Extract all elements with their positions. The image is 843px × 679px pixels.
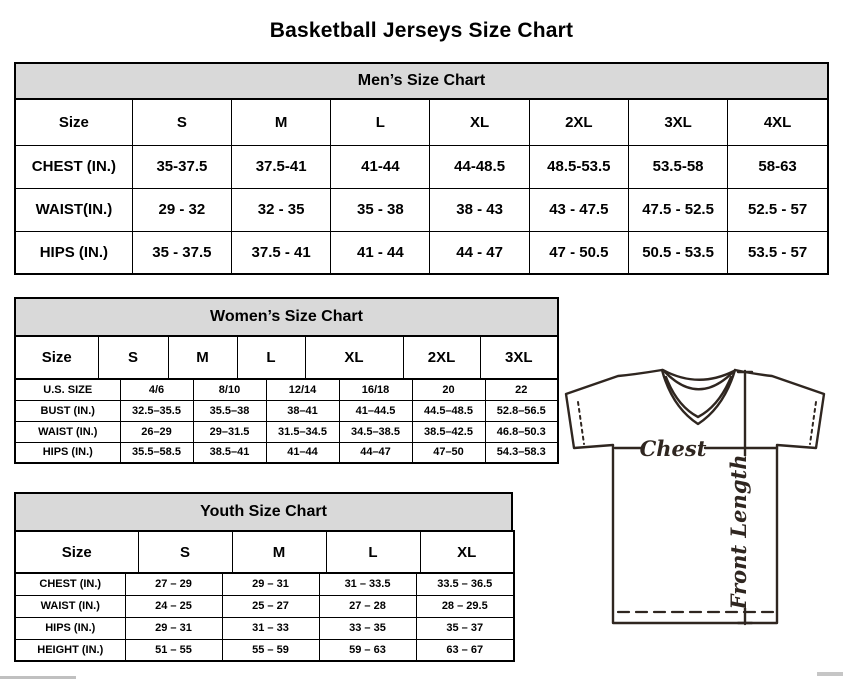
column-header: M <box>168 336 237 379</box>
jersey-diagram <box>558 362 836 636</box>
table-row <box>15 421 558 442</box>
size-cell: 16/18 <box>339 379 412 400</box>
size-cell: 38–41 <box>266 400 339 421</box>
table-row <box>15 145 828 188</box>
size-cell: 8/10 <box>193 379 266 400</box>
column-header: 3XL <box>480 336 558 379</box>
horizontal-scrollbar-fragment-right[interactable] <box>817 672 843 676</box>
column-header: Size <box>15 531 138 573</box>
size-cell: 44 - 47 <box>430 231 529 274</box>
size-cell: 29 – 31 <box>125 617 222 639</box>
size-cell: 37.5-41 <box>232 145 331 188</box>
size-cell: 32 - 35 <box>232 188 331 231</box>
size-cell: 63 – 67 <box>416 639 514 661</box>
column-header: XL <box>305 336 403 379</box>
row-label: CHEST (IN.) <box>15 145 132 188</box>
youth-table-title: Youth Size Chart <box>14 492 513 532</box>
size-cell: 35.5–58.5 <box>120 442 193 463</box>
row-label: HEIGHT (IN.) <box>15 639 125 661</box>
size-cell: 25 – 27 <box>222 595 319 617</box>
size-cell: 41–44 <box>266 442 339 463</box>
column-header: 4XL <box>728 99 828 145</box>
size-cell: 47 - 50.5 <box>529 231 628 274</box>
size-cell: 31.5–34.5 <box>266 421 339 442</box>
size-cell: 27 – 29 <box>125 573 222 595</box>
size-cell: 52.8–56.5 <box>485 400 558 421</box>
size-cell: 4/6 <box>120 379 193 400</box>
size-cell: 44–47 <box>339 442 412 463</box>
table-row <box>15 400 558 421</box>
size-cell: 31 – 33 <box>222 617 319 639</box>
column-header: L <box>237 336 305 379</box>
size-cell: 33 – 35 <box>319 617 416 639</box>
row-label: CHEST (IN.) <box>15 573 125 595</box>
column-header: Size <box>15 336 98 379</box>
size-cell: 53.5-58 <box>628 145 727 188</box>
chest-label: Chest <box>639 436 707 461</box>
column-header-row <box>15 99 828 145</box>
size-cell: 48.5-53.5 <box>529 145 628 188</box>
table-row <box>15 188 828 231</box>
table-row <box>15 231 828 274</box>
table-row <box>15 379 558 400</box>
table-row <box>15 639 514 661</box>
size-cell: 43 - 47.5 <box>529 188 628 231</box>
youth-size-chart <box>14 492 513 662</box>
size-cell: 26–29 <box>120 421 193 442</box>
size-cell: 34.5–38.5 <box>339 421 412 442</box>
mens-table-title: Men’s Size Chart <box>14 62 829 100</box>
size-cell: 20 <box>412 379 485 400</box>
column-header: XL <box>430 99 529 145</box>
womens-table-body <box>14 378 559 464</box>
size-cell: 44-48.5 <box>430 145 529 188</box>
jersey-outline <box>566 370 824 623</box>
size-cell: 38 - 43 <box>430 188 529 231</box>
size-cell: 54.3–58.3 <box>485 442 558 463</box>
size-cell: 29–31.5 <box>193 421 266 442</box>
youth-table-header <box>14 530 515 574</box>
size-cell: 38.5–41 <box>193 442 266 463</box>
size-cell: 35-37.5 <box>132 145 231 188</box>
column-header: L <box>331 99 430 145</box>
table-row <box>15 617 514 639</box>
size-cell: 58-63 <box>728 145 828 188</box>
row-label: BUST (IN.) <box>15 400 120 421</box>
size-cell: 32.5–35.5 <box>120 400 193 421</box>
column-header: S <box>138 531 232 573</box>
size-cell: 35 - 38 <box>331 188 430 231</box>
size-cell: 29 – 31 <box>222 573 319 595</box>
row-label: WAIST (IN.) <box>15 595 125 617</box>
column-header: XL <box>420 531 514 573</box>
sleeve-seam-right <box>810 402 816 444</box>
row-label: WAIST(IN.) <box>15 188 132 231</box>
size-cell: 41-44 <box>331 145 430 188</box>
womens-table-header <box>14 335 559 380</box>
size-cell: 33.5 – 36.5 <box>416 573 514 595</box>
mens-size-chart <box>14 62 829 275</box>
page-title: Basketball Jerseys Size Chart <box>269 19 574 43</box>
size-cell: 52.5 - 57 <box>728 188 828 231</box>
size-cell: 28 – 29.5 <box>416 595 514 617</box>
row-label: HIPS (IN.) <box>15 617 125 639</box>
table-row <box>15 595 514 617</box>
column-header: S <box>132 99 231 145</box>
row-label: HIPS (IN.) <box>15 442 120 463</box>
size-cell: 47.5 - 52.5 <box>628 188 727 231</box>
column-header: 2XL <box>529 99 628 145</box>
size-cell: 51 – 55 <box>125 639 222 661</box>
size-cell: 59 – 63 <box>319 639 416 661</box>
column-header-row <box>15 336 558 379</box>
womens-table-title: Women’s Size Chart <box>14 297 559 337</box>
size-cell: 35 - 37.5 <box>132 231 231 274</box>
table-row <box>15 573 514 595</box>
size-cell: 44.5–48.5 <box>412 400 485 421</box>
column-header: Size <box>15 99 132 145</box>
size-cell: 47–50 <box>412 442 485 463</box>
youth-table-body <box>14 572 515 662</box>
size-cell: 50.5 - 53.5 <box>628 231 727 274</box>
row-label: WAIST (IN.) <box>15 421 120 442</box>
column-header: 2XL <box>403 336 480 379</box>
size-cell: 35 – 37 <box>416 617 514 639</box>
size-cell: 12/14 <box>266 379 339 400</box>
table-row <box>15 442 558 463</box>
womens-size-chart <box>14 297 559 464</box>
size-cell: 38.5–42.5 <box>412 421 485 442</box>
column-header: L <box>326 531 420 573</box>
size-cell: 46.8–50.3 <box>485 421 558 442</box>
column-header: 3XL <box>628 99 727 145</box>
column-header: M <box>232 531 326 573</box>
column-header: M <box>232 99 331 145</box>
size-cell: 55 – 59 <box>222 639 319 661</box>
size-cell: 27 – 28 <box>319 595 416 617</box>
size-cell: 41 - 44 <box>331 231 430 274</box>
row-label: HIPS (IN.) <box>15 231 132 274</box>
size-cell: 24 – 25 <box>125 595 222 617</box>
size-cell: 53.5 - 57 <box>728 231 828 274</box>
size-cell: 29 - 32 <box>132 188 231 231</box>
size-cell: 35.5–38 <box>193 400 266 421</box>
column-header-row <box>15 531 514 573</box>
size-cell: 22 <box>485 379 558 400</box>
size-cell: 31 – 33.5 <box>319 573 416 595</box>
sleeve-seam-left <box>578 402 584 444</box>
row-label: U.S. SIZE <box>15 379 120 400</box>
size-cell: 37.5 - 41 <box>232 231 331 274</box>
mens-table <box>14 98 829 275</box>
size-cell: 41–44.5 <box>339 400 412 421</box>
column-header: S <box>98 336 168 379</box>
front-length-label: Front Length <box>726 454 751 610</box>
